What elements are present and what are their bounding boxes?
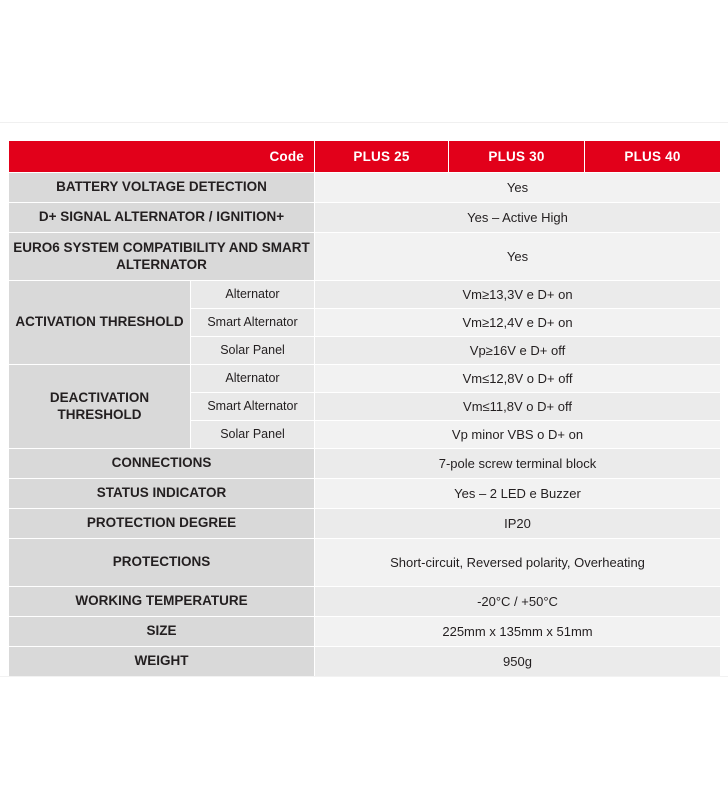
page-edge-line-top [0,122,728,123]
row-label-size: SIZE [9,617,315,647]
row-label-connections: CONNECTIONS [9,449,315,479]
table-row [9,233,721,281]
row-value-protection-degree: IP20 [315,509,721,539]
row-value-connections: 7-pole screw terminal block [315,449,721,479]
table-row [9,203,721,233]
subrow-value-activation-smart-alternator: Vm≥12,4V e D+ on [315,309,721,337]
table-row [9,479,721,509]
table-row [9,617,721,647]
table-row [9,365,721,393]
row-label-euro6-compatibility: EURO6 SYSTEM COMPATIBILITY AND SMART ALTERNATOR [9,233,315,281]
table-row [9,449,721,479]
row-label-deactivation-threshold: DEACTIVATION THRESHOLD [9,365,191,449]
row-label-weight: WEIGHT [9,647,315,677]
subrow-label-activation-alternator: Alternator [191,281,315,309]
specification-table-container [8,140,720,677]
header-column-plus30: PLUS 30 [449,141,585,173]
row-value-weight: 950g [315,647,721,677]
row-value-protections: Short-circuit, Reversed polarity, Overheating [315,539,721,587]
header-code-label: Code [9,141,315,173]
table-row [9,587,721,617]
row-value-working-temperature: -20°C / +50°C [315,587,721,617]
subrow-label-deactivation-alternator: Alternator [191,365,315,393]
table-header-row [9,141,721,173]
subrow-value-deactivation-alternator: Vm≤12,8V o D+ off [315,365,721,393]
table-row [9,173,721,203]
subrow-value-deactivation-solar-panel: Vp minor VBS o D+ on [315,421,721,449]
subrow-value-activation-solar-panel: Vp≥16V e D+ off [315,337,721,365]
row-label-protections: PROTECTIONS [9,539,315,587]
header-column-plus25: PLUS 25 [315,141,449,173]
subrow-label-activation-solar-panel: Solar Panel [191,337,315,365]
row-label-dplus-signal: D+ SIGNAL ALTERNATOR / IGNITION+ [9,203,315,233]
row-label-activation-threshold: ACTIVATION THRESHOLD [9,281,191,365]
table-row [9,539,721,587]
row-label-status-indicator: STATUS INDICATOR [9,479,315,509]
header-column-plus40: PLUS 40 [585,141,721,173]
row-value-battery-voltage-detection: Yes [315,173,721,203]
subrow-value-activation-alternator: Vm≥13,3V e D+ on [315,281,721,309]
page-edge-line-bottom [0,676,728,677]
table-row [9,281,721,309]
row-value-status-indicator: Yes – 2 LED e Buzzer [315,479,721,509]
subrow-value-deactivation-smart-alternator: Vm≤11,8V o D+ off [315,393,721,421]
row-value-euro6-compatibility: Yes [315,233,721,281]
specification-table [8,140,721,677]
subrow-label-activation-smart-alternator: Smart Alternator [191,309,315,337]
subrow-label-deactivation-solar-panel: Solar Panel [191,421,315,449]
row-label-battery-voltage-detection: BATTERY VOLTAGE DETECTION [9,173,315,203]
row-label-protection-degree: PROTECTION DEGREE [9,509,315,539]
row-value-size: 225mm x 135mm x 51mm [315,617,721,647]
table-row [9,647,721,677]
row-value-dplus-signal: Yes – Active High [315,203,721,233]
subrow-label-deactivation-smart-alternator: Smart Alternator [191,393,315,421]
table-row [9,509,721,539]
row-label-working-temperature: WORKING TEMPERATURE [9,587,315,617]
